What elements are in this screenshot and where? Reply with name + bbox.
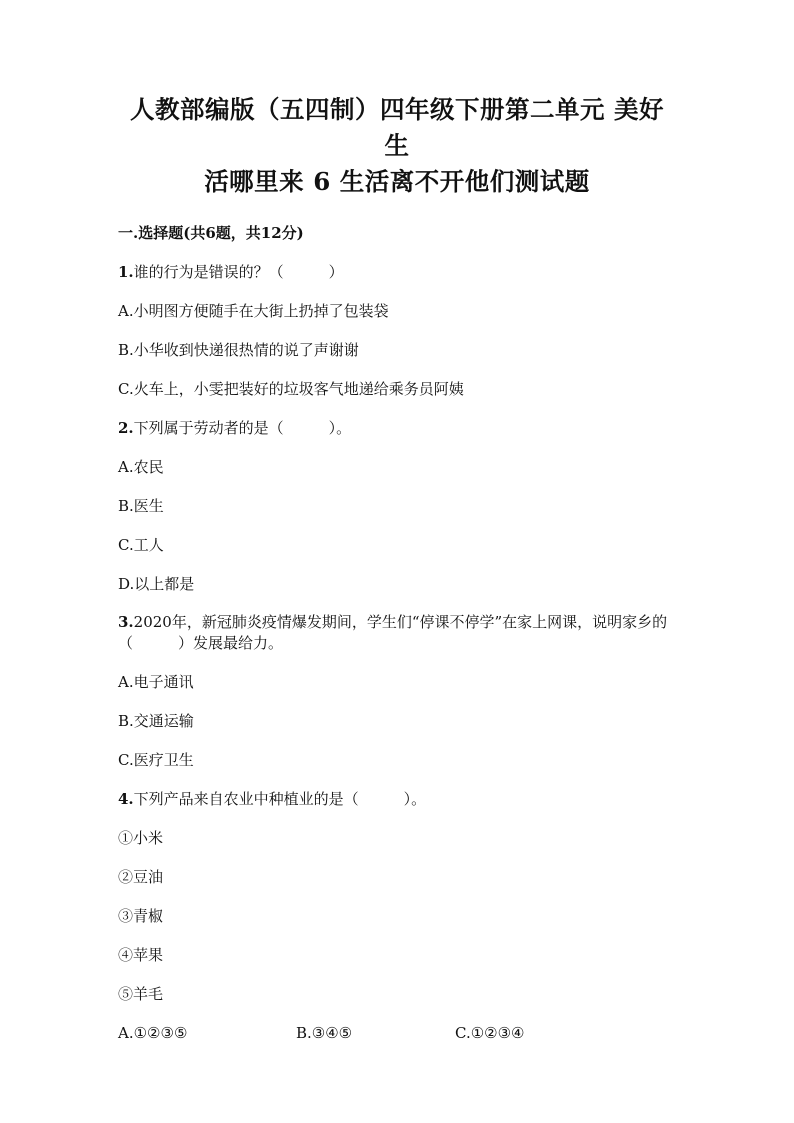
document-title	[118, 92, 676, 200]
question-3-number: 3.	[118, 613, 134, 631]
question-4-number: 4.	[118, 790, 134, 808]
question-1-option-a: A.小明图方便随手在大街上扔掉了包装袋	[118, 302, 389, 320]
question-4-options	[118, 1022, 676, 1044]
question-4-option-b: B.③④⑤	[296, 1024, 353, 1042]
title-line-1: 人教部编版（五四制）四年级下册第二单元 美好生	[129, 95, 665, 160]
section-heading: 一.选择题(共6题，共12分)	[118, 224, 304, 242]
question-3-option-a: A.电子通讯	[118, 673, 194, 691]
question-4-option-c: C.①②③④	[455, 1024, 525, 1042]
question-3-option-c: C.医疗卫生	[118, 751, 194, 769]
question-4-item-3: ③青椒	[118, 907, 164, 925]
question-4-item-1: ①小米	[118, 829, 164, 847]
question-3-option-b: B.交通运输	[118, 712, 194, 730]
question-2-stem: 下列属于劳动者的是（ ）。	[133, 419, 352, 437]
question-2	[118, 417, 676, 439]
question-1-option-c: C.火车上，小雯把装好的垃圾客气地递给乘务员阿姨	[118, 380, 464, 398]
question-1-stem: 谁的行为是错误的？（ ）	[133, 263, 344, 281]
question-1-number: 1.	[118, 263, 134, 281]
question-3	[118, 612, 676, 654]
question-2-option-b: B.医生	[118, 497, 164, 515]
question-2-number: 2.	[118, 419, 134, 437]
question-3-stem: 2020年，新冠肺炎疫情爆发期间，学生们“停课不停学”在家上网课，说明家乡的（ ）发展最给力。	[118, 613, 668, 652]
question-4	[118, 788, 676, 810]
question-4-item-2: ②豆油	[118, 868, 164, 886]
question-4-item-4: ④苹果	[118, 946, 164, 964]
question-4-item-5: ⑤羊毛	[118, 985, 164, 1003]
title-line-2: 活哪里来 6 生活离不开他们测试题	[204, 167, 590, 196]
question-2-option-c: C.工人	[118, 536, 164, 554]
question-2-option-a: A.农民	[118, 458, 164, 476]
question-2-option-d: D.以上都是	[118, 575, 195, 593]
question-1	[118, 261, 676, 283]
question-1-option-b: B.小华收到快递很热情的说了声谢谢	[118, 341, 359, 359]
question-4-stem: 下列产品来自农业中种植业的是（ ）。	[133, 790, 427, 808]
question-4-option-a: A.①②③⑤	[118, 1024, 188, 1042]
